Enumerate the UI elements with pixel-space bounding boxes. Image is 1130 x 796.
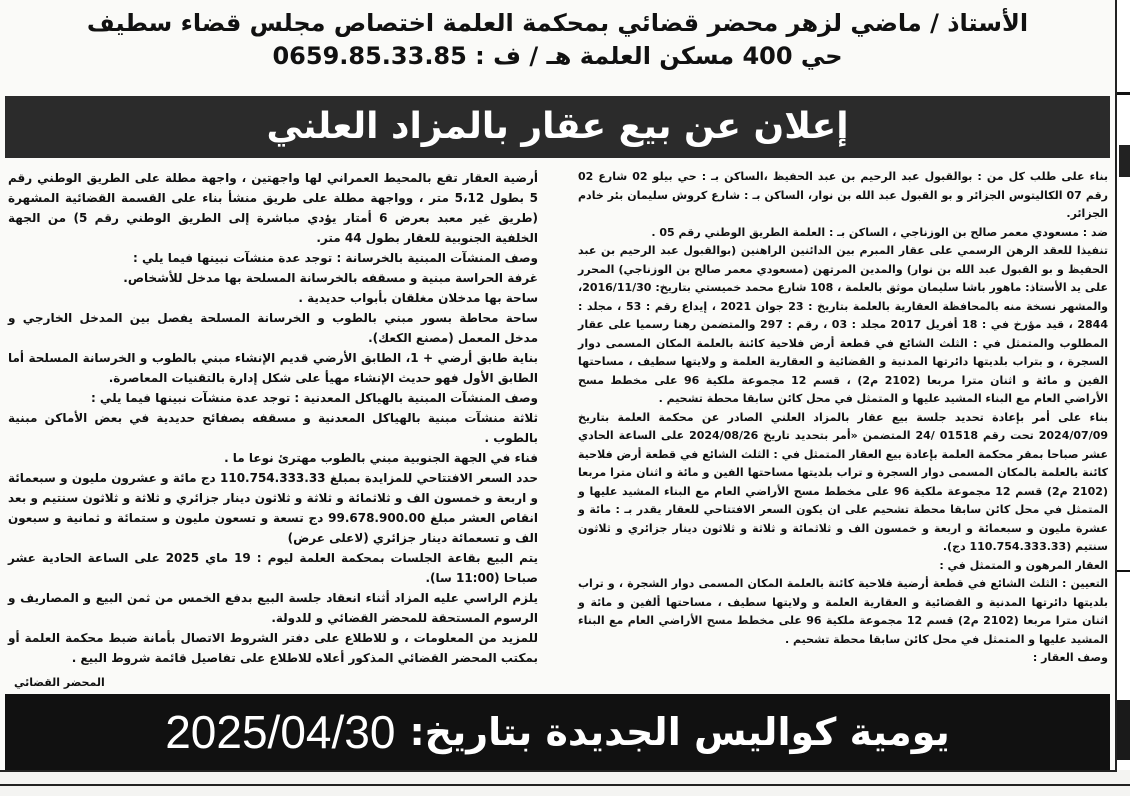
notice-paragraph: حدد السعر الافتتاحي للمزايدة بمبلغ 110.754.333.33 دج مائة و عشرون مليون و سبعمائة و اربعة و خمسون الف و ثلاثمائة و ثلاثة و ثلاثون دينار جزائري و ثلاثة و ثلاثون سنتيم و بعد انقاص العشر مبلغ 99.678.900.00 دج تسعة و تسعون مليون و ستمائة و ثمانية و سبعون الف و تسعمائة دينار جزائري (لاعلى عرض): [8, 471, 538, 545]
notice-body: [8, 168, 1108, 673]
notice-paragraph: للمزيد من المعلومات ، و للاطلاع على دفتر الشروط الاتصال بأمانة ضبط محكمة العلمة أو بمكتب المحضر القضائي المذكور أعلاه للاطلاع على تفاصيل قائمة شروط البيع .: [8, 631, 538, 665]
notice-paragraph: أرضية العقار تقع بالمحيط العمراني لها واجهتين ، واجهة مطلة على الطريق الوطني رقم 5 بطول 5،12 متر ، وواجهة مطلة على طريق منشأ بناء على القسمة القضائية المشهرة (طريق غير معبد بعرض 6 أمتار يؤدي مباشرة إلى الطريق الوطني رقم 5) من الجهة الخلفية الجنوبية للعقار بطول 44 متر.: [8, 171, 538, 245]
edge-rule: [1117, 570, 1130, 572]
notice-paragraph: ضد : مسعودي معمر صالح بن الوزناجي ، الساكن بـ : العلمة الطريق الوطني رقم 05 .: [651, 225, 1108, 239]
notice-paragraph: وصف المنشآت المبنية بالخرسانة : توجد عدة منشآت نبينها فيما يلي :: [133, 251, 538, 265]
signature-label: المحضر القضائي: [14, 676, 105, 689]
page-bottom-rule: [0, 784, 1130, 786]
notice-paragraph: وصف العقار :: [1032, 651, 1108, 664]
notice-header: [10, 6, 1105, 72]
notice-paragraph: العقار المرهون و المتمثل في :: [939, 558, 1108, 572]
edge-dark-block: [1117, 700, 1130, 760]
publication-footer: [5, 694, 1110, 770]
notice-paragraph: ساحة محاطة بسور مبني بالطوب و الخرسانة المسلحة يفصل بين المدخل الخارجي و مدخل المعمل (مصنع الكعك).: [8, 311, 538, 345]
notice-paragraph: غرفة الحراسة مبنية و مسقفه بالخرسانة المسلحة بها مدخل للأشخاص.: [123, 271, 538, 285]
notice-paragraph: وصف المنشآت المبنية بالهياكل المعدنية : توجد عدة منشآت نبينها فيما يلي :: [90, 391, 538, 405]
edge-rule: [1117, 92, 1130, 95]
edge-dark-block: [1119, 145, 1130, 177]
right-text-column: [578, 168, 1108, 668]
notice-paragraph: فناء في الجهة الجنوبية مبني بالطوب مهترئ نوعا ما .: [224, 451, 538, 465]
notice-paragraph: بناية طابق أرضي + 1، الطابق الأرضي قديم الإنشاء مبني بالطوب و الخرسانة المسلحة أما الطابق الأول فهو حديث الإنشاء مهيأ على شكل إدارة بالتقنيات المعاصرة.: [8, 351, 538, 385]
newspaper-name: يومية كواليس الجديدة بتاريخ:: [409, 710, 950, 754]
notice-paragraph: التعيين : الثلث الشائع في قطعة أرضية فلاحية كائنة بالعلمة المكان المسمى دوار الشجرة ، و تراب بلديتها دائرتها المدنية و القضائية و العقارية العلمة و ولايتها سطيف ، مساحتها ألفين و مائة و اثنان مترا مربعا (2102 م2) قسم 12 مجموعة ملكية 96 على مخطط مسح الأراضي العام مع البناء المشيد عليها و المتمثل في محل كائن سابقا محطة تشحيم .: [578, 577, 1108, 646]
notice-title-banner: إعلان عن بيع عقار بالمزاد العلني: [5, 96, 1110, 158]
notice-paragraph: بناء على طلب كل من : بوالقبول عبد الرحيم بن عبد الحفيظ ،الساكن بـ : حي بيلو 02 شارع 02 رقم 07 الكاليتوس الجزائر و بو القبول عبد الله بن نوار، الساكن بـ : شارع كروش سليمان بئر خادم الجزائر.: [578, 170, 1108, 220]
notice-paragraph: يتم البيع بقاعة الجلسات بمحكمة العلمة ليوم : 19 ماي 2025 على الساعة الحادية عشر صباحا (11:00 سا).: [8, 551, 538, 585]
publication-date: 2025/04/30: [165, 706, 396, 758]
left-text-column: [8, 168, 538, 668]
bailiff-address-phone: حي 400 مسكن العلمة هـ / ف : 0659.85.33.85: [272, 42, 843, 70]
bailiff-name: الأستاذ / ماضي لزهر محضر قضائي بمحكمة العلمة اختصاص مجلس قضاء سطيف: [86, 9, 1029, 37]
notice-paragraph: ساحة بها مدخلان مغلقان بأبواب حديدية .: [298, 291, 538, 305]
adjacent-page-edge: [1117, 0, 1130, 770]
notice-paragraph: ثلاثة منشآت مبنية بالهياكل المعدنية و مسقفه بصفائح حديدية في بعض الأماكن مبنية بالطوب .: [8, 411, 538, 445]
notice-paragraph: يلزم الراسي عليه المزاد أثناء انعقاد جلسة البيع بدفع الخمس من ثمن البيع و المصاريف و الرسوم المستحقة للمحضر القضائي و للدولة.: [8, 591, 538, 625]
notice-paragraph: تنفيذا للعقد الرهن الرسمي على عقار المبرم بين الدائنين الراهنين (بوالقبول عبد الرحيم بن عبد الحفيظ و بو القبول عبد الله بن نوار) والمدين المرتهن (مسعودي معمر صالح بن الوزناجي) المحرر على يد الأستاذ: ماهور باشا سليمان موثق بالعلمة ، 108 شارع محمد خميستي بتاريخ: 2016/11/30، والمشهر نسخة منه بالمحافظة العقارية بالعلمة بتاريخ : 23 جوان 2021 ، إيداع رقم : 53 ، مجلد : 2844 ، قيد مؤرخ في : 18 أفريل 2017 مجلد : 03 ، رقم : 297 والمتضمن رهنا رسميا على عقار المطلوب والمتمثل في : الثلث الشائع في قطعة أرض فلاحية كائنة بالعلمة المكان المسمى دوار السجرة ، و بتراب بلديتها دائرتها المدنية و القضائية و العقارية العلمة و ولايتها سطيف ، مساحتها الفين و مائة و اثنان مترا مربعا (2102 م2) ، قسم 12 مجموعة ملكية 96 على مخطط مسح الأراضي العام مع البناء المشيد عليها و المتمثل في محل كائن سابقا محطة تشحيم .: [578, 244, 1108, 405]
notice-paragraph: بناء على أمر بإعادة تحديد جلسة بيع عقار بالمزاد العلني الصادر عن محكمة العلمة بتاريخ 2024/07/09 تحت رقم 01518 /24 المتضمن «أمر بتحديد تاريخ 2024/08/26 على الساعة الحادي عشر صباحا بمقر محكمة العلمة بإعادة بيع العقار المتمثل في : الثلث الشائع في قطعة أرض فلاحية كائنة بالعلمة بالمكان المسمى دوار السجرة و تراب بلديتها مساحتها الفين و مائة و اثنان مترا مربعا (2102 م2) قسم 12 مجموعة ملكية 96 على مخطط مسح الأراضي العام مع البناء المشيد عليها و المتمثل في محل كائن سابقا محطة تشحيم على ان يكون السعر الافتتاحي للعقار يقدر بـ : مائة و عشرة مليون و سبعمائة و اربعة و خمسون الف و ثلاثمائة و ثلاثة و ثلاثون دينار جزائري و ثلاثون سنتيم (110.754.333.33 دج).: [578, 410, 1109, 553]
